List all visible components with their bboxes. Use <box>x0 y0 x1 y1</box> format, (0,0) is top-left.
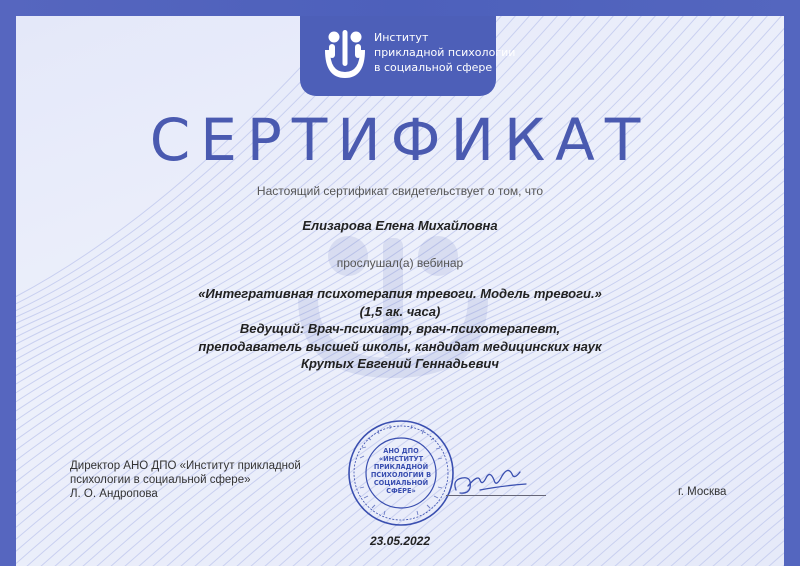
issue-date: 23.05.2022 <box>369 534 431 548</box>
seal-line-4: ПСИХОЛОГИИ В <box>370 471 432 479</box>
listened-text: прослушал(а) вебинар <box>336 256 464 270</box>
director-name: Л. О. Андропова <box>70 488 158 500</box>
certificate-title: СЕРТИФИКАТ <box>149 106 651 174</box>
recipient-name: Елизарова Елена Михайловна <box>302 218 498 233</box>
seal-line-3: ПРИКЛАДНОЙ <box>373 463 429 471</box>
director-block <box>70 459 301 501</box>
logo-line-3: в социальной сфере <box>374 61 493 74</box>
certificate-sheet <box>16 16 784 566</box>
seal-line-2: «ИНСТИТУТ <box>378 455 424 463</box>
webinar-host-name: Крутых Евгений Геннадьевич <box>301 356 499 371</box>
seal-line-1: АНО ДПО <box>383 447 419 455</box>
director-line-2: психологии в социальной сфере» <box>70 474 251 486</box>
webinar-hours: (1,5 ак. часа) <box>359 303 441 319</box>
director-signature <box>450 460 530 498</box>
webinar-host-line-1: Ведущий: Врач-психиатр, врач-психотерапевт, <box>239 321 561 336</box>
webinar-host-line-2: преподаватель высшей школы, кандидат медицинских наук <box>198 338 602 354</box>
seal-line-5: СОЦИАЛЬНОЙ <box>373 479 429 487</box>
seal-line-6: СФЕРЕ» <box>386 487 416 495</box>
institute-logo-icon <box>322 28 368 84</box>
logo-line-2: прикладной психологии <box>374 46 516 59</box>
city-label: г. Москва <box>678 486 727 498</box>
webinar-title: «Интегративная психотерапия тревоги. Модель тревоги.» <box>198 286 602 301</box>
logo-line-1: Институт <box>374 31 429 44</box>
institute-logo-tab <box>300 16 516 96</box>
institute-logo-text <box>374 30 515 75</box>
signature-line <box>446 495 546 496</box>
webinar-details <box>16 285 784 373</box>
director-line-1: Директор АНО ДПО «Институт прикладной <box>70 460 301 472</box>
official-seal-stamp <box>346 418 456 528</box>
certifies-text: Настоящий сертификат свидетельствует о том, что <box>256 184 544 198</box>
